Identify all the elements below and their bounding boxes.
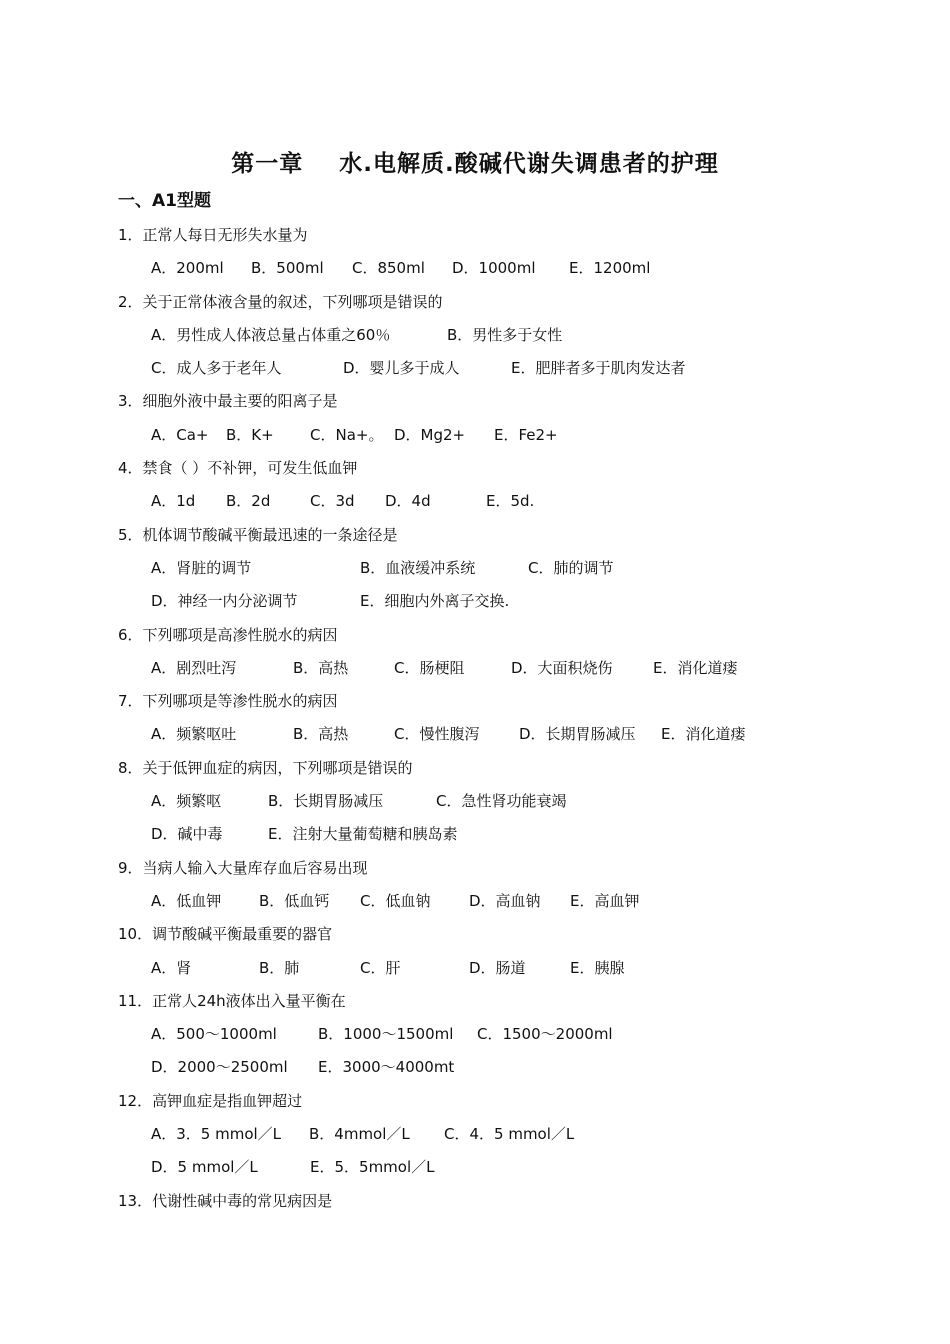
- question-stem: 5．机体调节酸碱平衡最迅速的一条途径是: [118, 525, 398, 544]
- question-stem: 3．细胞外液中最主要的阳离子是: [118, 392, 338, 411]
- answer-option: D．长期胃肠减压: [519, 725, 636, 744]
- answer-option: E．高血钾: [570, 891, 640, 910]
- answer-option: A．肾脏的调节: [151, 558, 252, 577]
- option-row: [118, 952, 898, 985]
- answer-option: E．胰腺: [570, 958, 625, 977]
- question-stem: 13．代谢性碱中毒的常见病因是: [118, 1191, 333, 1210]
- option-row: [118, 252, 898, 285]
- answer-option: C．3d: [310, 492, 355, 511]
- answer-option: E．1200ml: [569, 259, 651, 278]
- answer-option: B．高热: [293, 725, 349, 744]
- answer-option: E．肥胖者多于肌肉发达者: [511, 359, 686, 378]
- answer-option: A．频繁呕: [151, 792, 222, 811]
- question-stem: 11．正常人24h液体出入量平衡在: [118, 991, 346, 1010]
- answer-option: B．500ml: [251, 259, 324, 278]
- option-row: [118, 652, 898, 685]
- answer-option: D．Mg2+: [394, 425, 466, 444]
- question-stem: 9．当病人输入大量库存血后容易出现: [118, 858, 368, 877]
- answer-option: A．Ca+: [151, 425, 209, 444]
- answer-option: A．3．5 mmol／L: [151, 1125, 282, 1144]
- answer-option: B．K+: [226, 425, 274, 444]
- option-row: [118, 1151, 898, 1184]
- answer-option: B．2d: [226, 492, 271, 511]
- answer-option: D．2000～2500ml: [151, 1058, 288, 1077]
- answer-option: B．低血钙: [259, 891, 330, 910]
- answer-option: C．Na+。: [310, 425, 384, 444]
- answer-option: B．长期胃肠减压: [268, 792, 384, 811]
- answer-option: B．肺: [259, 958, 300, 977]
- answer-option: C．低血钠: [360, 891, 431, 910]
- question-list: [118, 219, 898, 1218]
- question-stem: 1．正常人每日无形失水量为: [118, 226, 308, 244]
- answer-option: D．肠道: [469, 958, 526, 977]
- option-row: [118, 1051, 898, 1084]
- option-row: [118, 419, 898, 452]
- question-stem: 2．关于正常体液含量的叙述，下列哪项是错误的: [118, 292, 443, 311]
- question-stem: 10．调节酸碱平衡最重要的器官: [118, 925, 333, 944]
- option-row: [118, 319, 898, 352]
- answer-option: E．5d.: [486, 492, 535, 511]
- option-row: [118, 1118, 898, 1151]
- answer-option: D．婴儿多于成人: [343, 359, 460, 378]
- answer-option: E．消化道瘘: [653, 658, 738, 677]
- question-stem: 8．关于低钾血症的病因，下列哪项是错误的: [118, 758, 413, 777]
- question-stem: 6．下列哪项是高渗性脱水的病因: [118, 625, 338, 644]
- answer-option: B．男性多于女性: [447, 325, 563, 344]
- answer-option: D．4d: [385, 492, 431, 511]
- option-row: [118, 585, 898, 618]
- answer-option: E．3000～4000mt: [318, 1058, 455, 1077]
- answer-option: B．血液缓冲系统: [360, 558, 476, 577]
- answer-option: B．4mmol／L: [309, 1125, 410, 1144]
- answer-option: E．细胞内外离子交换.: [360, 592, 510, 611]
- answer-option: D．高血钠: [469, 891, 541, 910]
- answer-option: E．注射大量葡萄糖和胰岛素: [268, 825, 458, 844]
- question-stem: 12．高钾血症是指血钾超过: [118, 1091, 303, 1110]
- answer-option: C．1500～2000ml: [477, 1025, 613, 1044]
- section-heading: 一、A1型题: [118, 191, 211, 211]
- option-row: [118, 552, 898, 585]
- answer-option: D．5 mmol／L: [151, 1158, 258, 1177]
- answer-option: C．急性肾功能衰竭: [436, 792, 567, 811]
- answer-option: C．肠梗阻: [394, 658, 465, 677]
- page-title: 第一章 水.电解质.酸碱代谢失调患者的护理: [231, 151, 719, 177]
- answer-option: D．碱中毒: [151, 825, 223, 844]
- answer-option: D．1000ml: [452, 259, 536, 278]
- option-row: [118, 1018, 898, 1051]
- answer-option: C．肺的调节: [528, 558, 614, 577]
- answer-option: C．肝: [360, 958, 401, 977]
- answer-option: E．5．5mmol／L: [310, 1158, 435, 1177]
- option-row: [118, 885, 898, 918]
- answer-option: A．肾: [151, 958, 192, 977]
- answer-option: D．神经一内分泌调节: [151, 592, 298, 611]
- answer-option: B．高热: [293, 658, 349, 677]
- answer-option: A．男性成人体液总量占体重之60％: [151, 325, 391, 344]
- answer-option: C．成人多于老年人: [151, 359, 282, 378]
- option-row: [118, 718, 898, 751]
- answer-option: A．低血钾: [151, 891, 222, 910]
- answer-option: B．1000～1500ml: [318, 1025, 454, 1044]
- option-row: [118, 485, 898, 518]
- answer-option: C．850ml: [352, 259, 425, 278]
- answer-option: C．慢性腹泻: [394, 725, 480, 744]
- question-stem: 7．下列哪项是等渗性脱水的病因: [118, 692, 338, 711]
- answer-option: E．消化道瘘: [661, 725, 746, 744]
- option-row: [118, 352, 898, 385]
- option-row: [118, 785, 898, 818]
- question-stem: 4．禁食（ ）不补钾，可发生低血钾: [118, 459, 358, 478]
- option-row: [118, 818, 898, 851]
- answer-option: A．频繁呕吐: [151, 725, 237, 744]
- answer-option: C．4．5 mmol／L: [444, 1125, 575, 1144]
- answer-option: E．Fe2+: [494, 425, 558, 444]
- answer-option: A．200ml: [151, 259, 224, 278]
- answer-option: A．1d: [151, 492, 196, 511]
- answer-option: A．500～1000ml: [151, 1025, 277, 1044]
- answer-option: D．大面积烧伤: [511, 658, 613, 677]
- answer-option: A．剧烈吐泻: [151, 658, 237, 677]
